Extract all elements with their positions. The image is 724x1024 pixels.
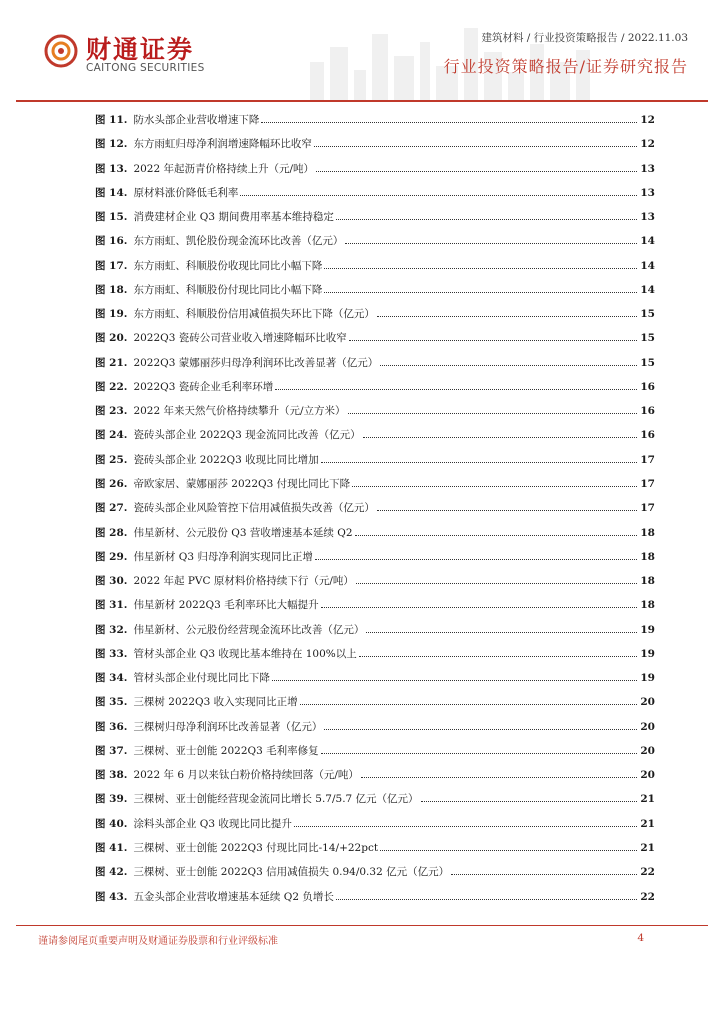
dot-leader [352,486,637,487]
dot-leader [345,243,637,244]
figure-page-number: 17 [640,502,655,515]
figure-title: 东方雨虹、科顺股份信用减值损失环比下降（亿元） [133,308,375,321]
figure-title: 瓷砖头部企业 2022Q3 收现比同比增加 [133,453,319,466]
toc-entry[interactable] [95,816,655,840]
figure-page-number: 18 [640,599,655,612]
dot-leader [377,510,637,511]
figure-title: 管材头部企业付现比同比下降 [133,672,270,685]
figure-title: 三棵树 2022Q3 收入实现同比正增 [133,696,298,709]
figure-title: 2022 年来天然气价格持续攀升（元/立方米） [133,405,346,418]
figure-title: 伟星新材、公元股份 Q3 营收增速基本延续 Q2 [133,526,353,539]
figure-number: 图 11. [95,114,128,126]
figure-number: 图 17. [95,259,128,272]
page-number: 4 [637,932,644,944]
caitong-logo-icon [44,34,78,68]
toc-entry[interactable] [95,427,655,451]
toc-entry[interactable] [95,622,655,646]
figure-number: 图 34. [95,672,128,685]
toc-entry[interactable] [95,767,655,791]
figure-title: 东方雨虹、科顺股份付现比同比小幅下降 [133,283,323,296]
figure-number: 图 23. [95,405,128,418]
dot-leader [324,292,637,293]
dot-leader [300,704,637,705]
figure-page-number: 14 [640,235,655,248]
dot-leader [324,268,637,269]
figure-title: 东方雨虹、凯伦股份现金流环比改善（亿元） [133,235,344,248]
figure-number: 图 18. [95,283,128,296]
brand-name-cn: 财通证券 [86,35,195,64]
figure-list [95,112,655,913]
figure-number: 图 39. [95,793,128,806]
toc-entry[interactable] [95,161,655,185]
figure-title: 三棵树、亚士创能经营现金流同比增长 5.7/5.7 亿元（亿元） [133,793,419,806]
dot-leader [275,389,637,390]
figure-title: 瓷砖头部企业 2022Q3 现金流同比改善（亿元） [133,429,361,442]
figure-number: 图 12. [95,138,128,151]
figure-title: 伟星新材 Q3 归母净利润实现同比正增 [133,550,313,563]
figure-number: 图 37. [95,744,128,757]
figure-title: 帝欧家居、蒙娜丽莎 2022Q3 付现比同比下降 [133,477,351,490]
figure-number: 图 35. [95,696,128,709]
dot-leader [272,680,637,681]
figure-title: 伟星新材 2022Q3 毛利率环比大幅提升 [133,599,319,612]
dot-leader [321,462,637,463]
dot-leader [366,632,637,633]
dot-leader [314,146,637,147]
toc-entry[interactable] [95,233,655,257]
figure-title: 涂料头部企业 Q3 收现比同比提升 [133,817,292,830]
figure-number: 图 36. [95,720,128,733]
figure-page-number: 12 [640,114,655,126]
figure-page-number: 16 [640,405,655,418]
toc-entry[interactable] [95,889,655,913]
figure-title: 瓷砖头部企业风险管控下信用减值损失改善（亿元） [133,502,375,515]
figure-page-number: 20 [640,744,655,757]
figure-page-number: 20 [640,696,655,709]
brand-name-en: CAITONG SECURITIES [86,62,205,74]
toc-entry[interactable] [95,403,655,427]
figure-title: 三棵树、亚士创能 2022Q3 付现比同比-14/+22pct [133,841,379,854]
toc-entry[interactable] [95,864,655,888]
figure-title: 伟星新材、公元股份经营现金流环比改善（亿元） [133,623,365,636]
figure-title: 三棵树、亚士创能 2022Q3 信用减值损失 0.94/0.32 亿元（亿元） [133,866,450,879]
figure-page-number: 17 [640,477,655,490]
figure-title: 管材头部企业 Q3 收现比基本维持在 100%以上 [133,647,357,660]
figure-number: 图 20. [95,332,128,345]
figure-number: 图 30. [95,575,128,588]
figure-page-number: 18 [640,575,655,588]
figure-number: 图 15. [95,211,128,224]
toc-entry[interactable] [95,330,655,354]
dot-leader [348,413,637,414]
dot-leader [336,219,637,220]
toc-entry[interactable] [95,112,655,136]
toc-entry[interactable] [95,840,655,864]
figure-page-number: 14 [640,259,655,272]
dot-leader [421,801,637,802]
dot-leader [315,559,637,560]
toc-entry[interactable] [95,185,655,209]
figure-title: 2022Q3 瓷砖公司营业收入增速降幅环比收窄 [133,332,347,345]
toc-entry[interactable] [95,355,655,379]
figure-title: 2022 年起 PVC 原材料价格持续下行（元/吨） [133,575,354,588]
figure-number: 图 32. [95,623,128,636]
toc-entry[interactable] [95,670,655,694]
figure-page-number: 20 [640,769,655,782]
figure-page-number: 14 [640,283,655,296]
toc-entry[interactable] [95,719,655,743]
page-header [0,0,724,110]
figure-number: 图 41. [95,841,128,854]
dot-leader [240,195,637,196]
toc-entry[interactable] [95,597,655,621]
dot-leader [361,777,637,778]
dot-leader [316,171,637,172]
figure-page-number: 16 [640,380,655,393]
figure-page-number: 18 [640,550,655,563]
figure-number: 图 43. [95,890,128,903]
figure-number: 图 33. [95,647,128,660]
figure-page-number: 15 [640,308,655,321]
figure-title: 消费建材企业 Q3 期间费用率基本维持稳定 [133,211,334,224]
figure-number: 图 14. [95,186,128,199]
toc-entry[interactable] [95,694,655,718]
figure-page-number: 18 [640,526,655,539]
toc-entry[interactable] [95,452,655,476]
figure-title: 五金头部企业营收增速基本延续 Q2 负增长 [133,890,334,903]
figure-page-number: 13 [640,186,655,199]
dot-leader [294,826,637,827]
figure-number: 图 38. [95,769,128,782]
figure-page-number: 21 [640,841,655,854]
figure-title: 2022Q3 瓷砖企业毛利率环增 [133,380,274,393]
figure-number: 图 25. [95,453,128,466]
toc-entry[interactable] [95,136,655,160]
toc-entry[interactable] [95,549,655,573]
figure-number: 图 40. [95,817,128,830]
dot-leader [336,899,637,900]
figure-title: 2022 年起沥青价格持续上升（元/吨） [133,162,315,175]
figure-number: 图 28. [95,526,128,539]
figure-title: 2022Q3 蒙娜丽莎归母净利润环比改善显著（亿元） [133,356,379,369]
toc-entry[interactable] [95,525,655,549]
figure-page-number: 21 [640,793,655,806]
figure-number: 图 29. [95,550,128,563]
figure-page-number: 19 [640,647,655,660]
figure-title: 三棵树、亚士创能 2022Q3 毛利率修复 [133,744,319,757]
toc-entry[interactable] [95,500,655,524]
figure-number: 图 27. [95,502,128,515]
figure-page-number: 20 [640,720,655,733]
figure-page-number: 21 [640,817,655,830]
dot-leader [324,729,637,730]
figure-page-number: 12 [640,138,655,151]
dot-leader [356,583,637,584]
figure-number: 图 31. [95,599,128,612]
figure-page-number: 22 [640,866,655,879]
figure-number: 图 22. [95,380,128,393]
toc-entry[interactable] [95,573,655,597]
toc-entry[interactable] [95,476,655,500]
dot-leader [377,316,637,317]
dot-leader [363,437,637,438]
figure-page-number: 13 [640,162,655,175]
figure-title: 2022 年 6 月以来钛白粉价格持续回落（元/吨） [133,769,359,782]
figure-number: 图 16. [95,235,128,248]
dot-leader [261,122,637,123]
figure-page-number: 17 [640,453,655,466]
toc-entry[interactable] [95,743,655,767]
dot-leader [380,850,637,851]
toc-entry[interactable] [95,258,655,282]
figure-page-number: 19 [640,623,655,636]
figure-number: 图 21. [95,356,128,369]
toc-entry[interactable] [95,282,655,306]
figure-number: 图 24. [95,429,128,442]
toc-entry[interactable] [95,791,655,815]
dot-leader [321,753,637,754]
report-type-title: 行业投资策略报告/证券研究报告 [443,57,688,76]
figure-number: 图 19. [95,308,128,321]
breadcrumb: 建筑材料 / 行业投资策略报告 / 2022.11.03 [481,32,688,44]
figure-page-number: 15 [640,332,655,345]
toc-entry[interactable] [95,379,655,403]
figure-title: 原材料涨价降低毛利率 [133,186,239,199]
header-divider [16,100,708,102]
dot-leader [321,607,637,608]
figure-page-number: 19 [640,672,655,685]
figure-title: 东方雨虹归母净利润增速降幅环比收窄 [133,138,312,151]
figure-title: 三棵树归母净利润环比改善显著（亿元） [133,720,323,733]
figure-page-number: 22 [640,890,655,903]
footer-divider [16,925,708,926]
figure-title: 防水头部企业营收增速下降 [133,114,260,126]
dot-leader [451,874,637,875]
toc-entry[interactable] [95,306,655,330]
figure-page-number: 16 [640,429,655,442]
figure-number: 图 42. [95,866,128,879]
toc-entry[interactable] [95,646,655,670]
figure-number: 图 13. [95,162,128,175]
toc-entry[interactable] [95,209,655,233]
dot-leader [380,365,637,366]
dot-leader [349,340,637,341]
figure-number: 图 26. [95,477,128,490]
dot-leader [355,535,637,536]
figure-page-number: 13 [640,211,655,224]
figure-title: 东方雨虹、科顺股份收现比同比小幅下降 [133,259,323,272]
footer-disclaimer: 谨请参阅尾页重要声明及财通证券股票和行业评级标准 [38,936,278,947]
dot-leader [359,656,637,657]
figure-page-number: 15 [640,356,655,369]
